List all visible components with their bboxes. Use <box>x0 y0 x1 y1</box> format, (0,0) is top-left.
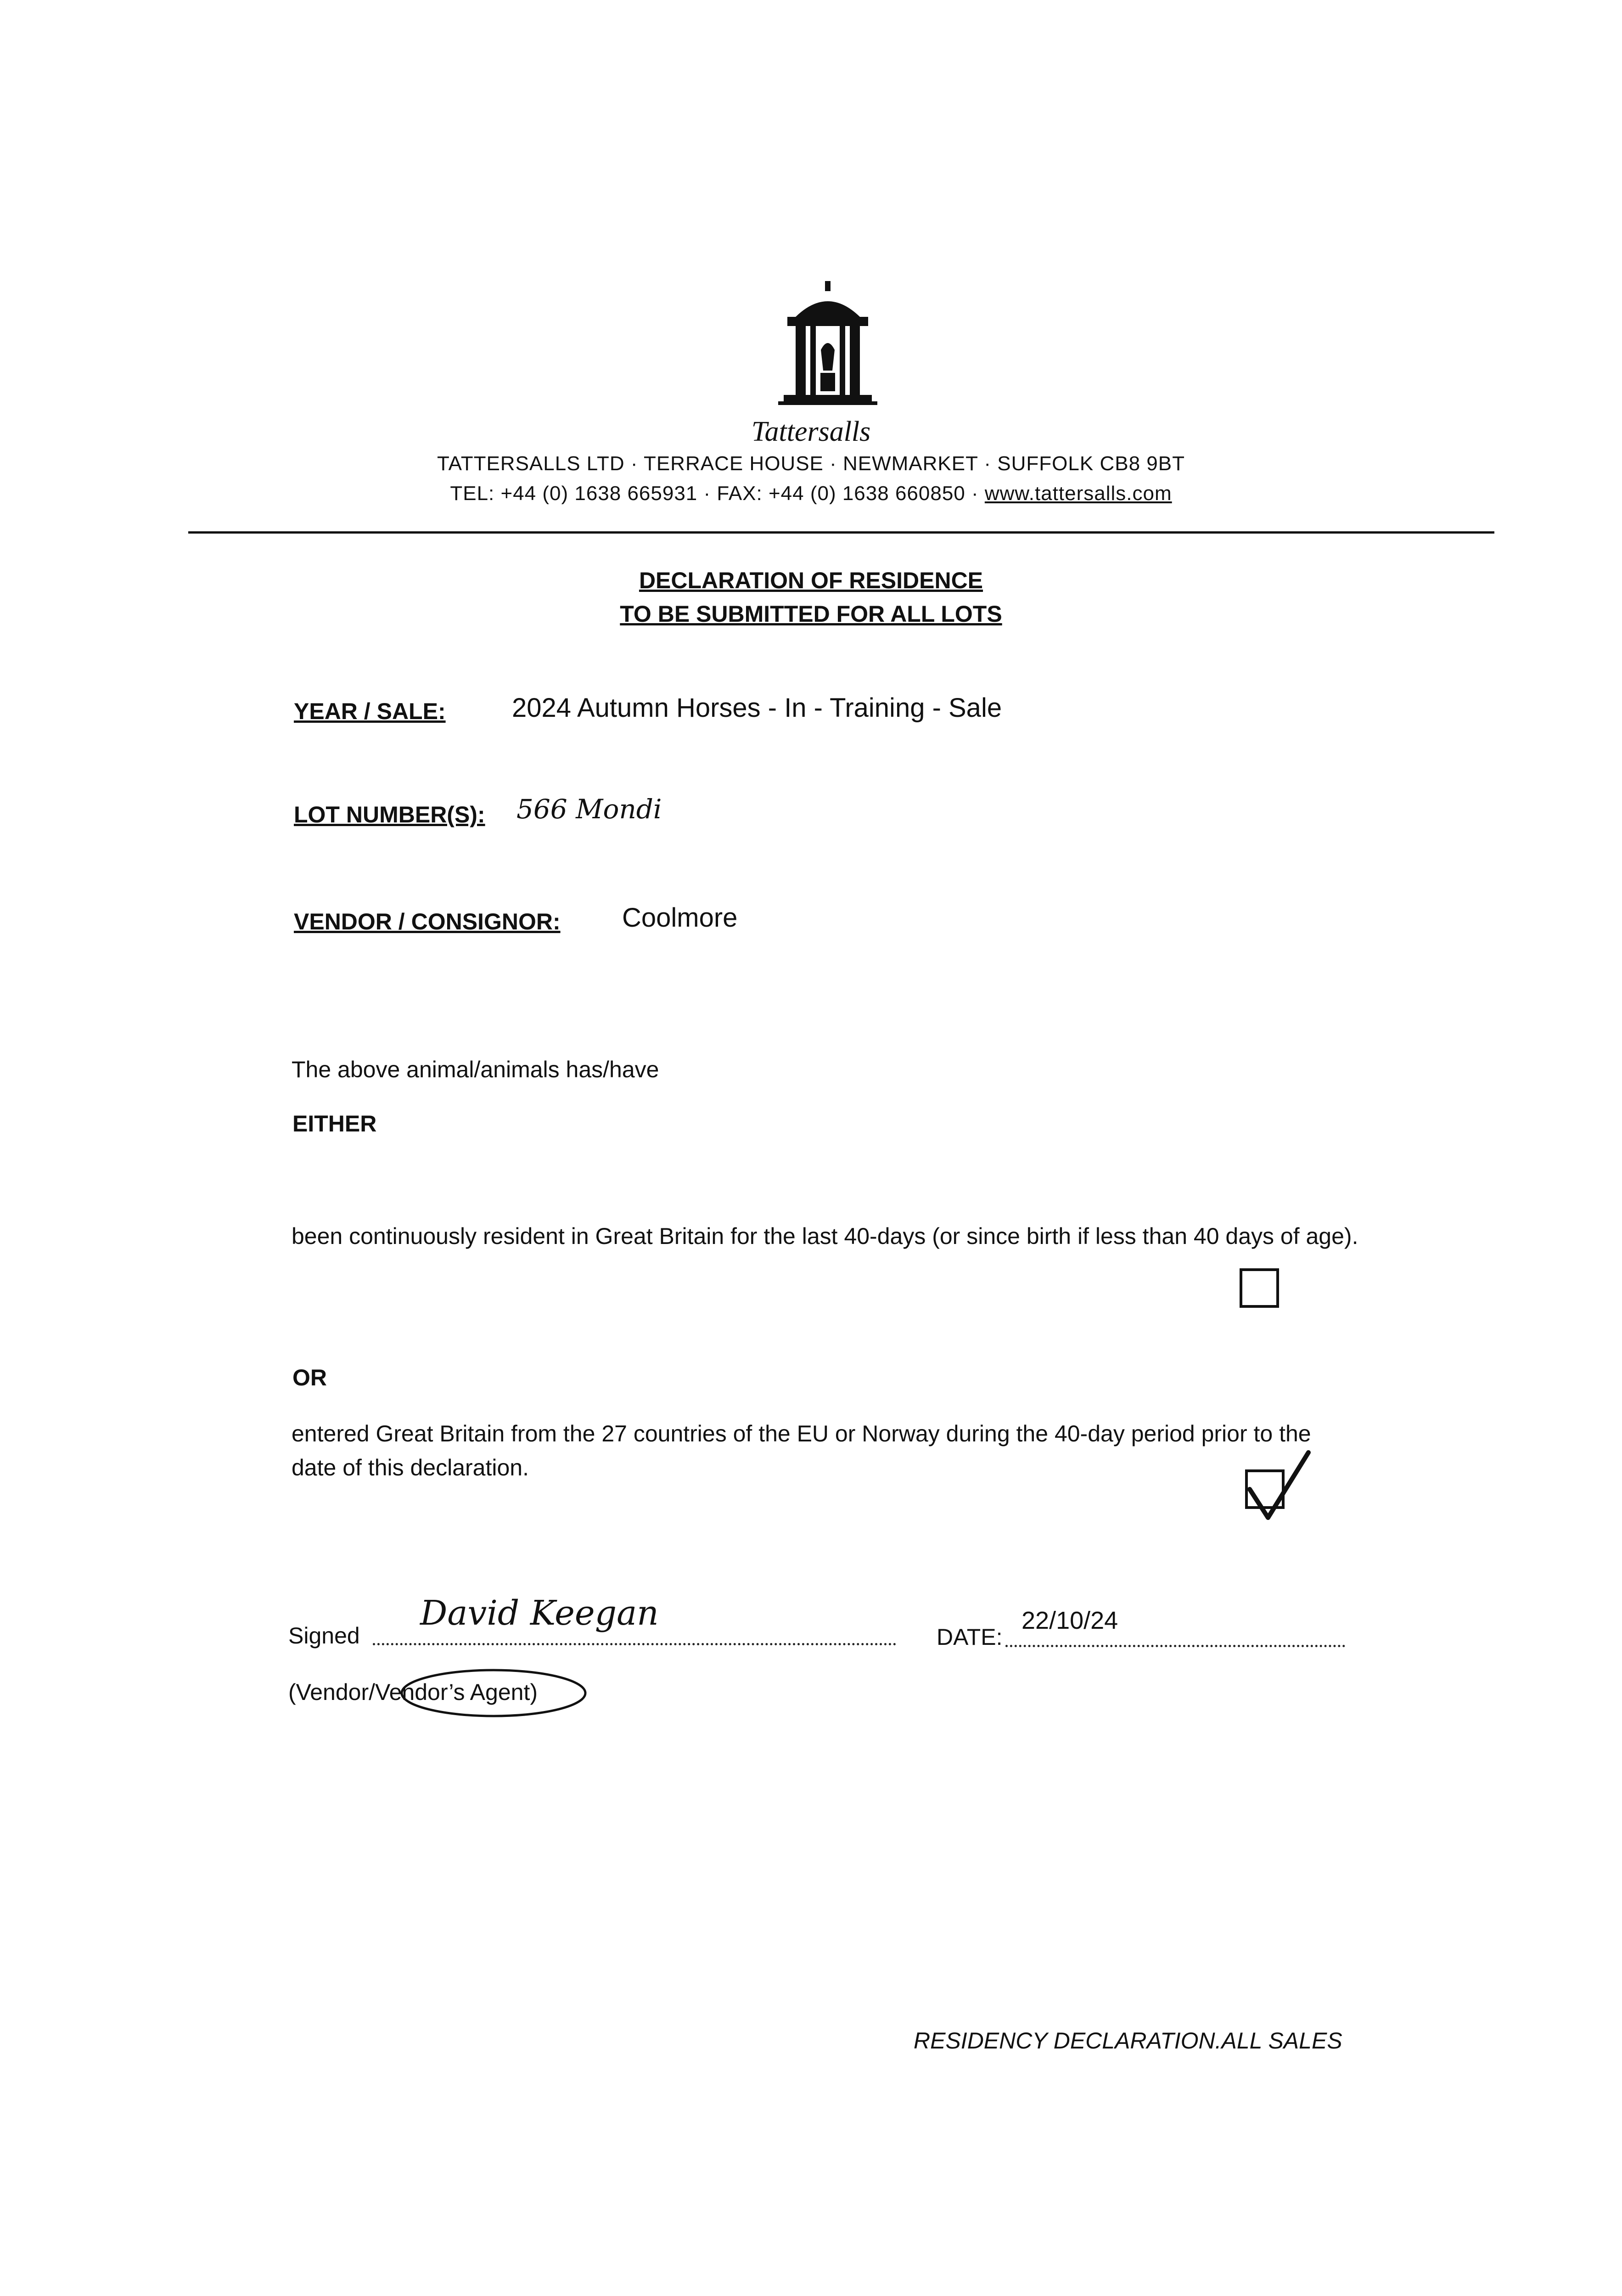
vendor-label: VENDOR / CONSIGNOR: <box>294 909 561 934</box>
lot-number-label: LOT NUMBER(S): <box>294 802 485 827</box>
role-circle-mark <box>395 1665 597 1724</box>
vendor-role-text: (Vendor/Vendor’s Agent) <box>288 1679 538 1705</box>
document-subtitle: TO BE SUBMITTED FOR ALL LOTS <box>620 601 1002 627</box>
vendor-value: Coolmore <box>622 903 738 933</box>
lot-number-value: 566 Mondi <box>516 793 662 825</box>
date-value: 22/10/24 <box>1021 1607 1118 1634</box>
contact-text: TEL: +44 (0) 1638 665931 · FAX: +44 (0) 1638 660850 · <box>450 482 985 505</box>
signed-label: Signed <box>288 1623 360 1649</box>
website-link[interactable]: www.tattersalls.com <box>984 482 1172 505</box>
header-rule <box>188 531 1494 534</box>
year-sale-value: 2024 Autumn Horses - In - Training - Sale <box>512 693 1002 723</box>
company-address: TATTERSALLS LTD · TERRACE HOUSE · NEWMARKET · SUFFOLK CB8 9BT <box>437 452 1185 475</box>
company-contact <box>0 482 1622 505</box>
option1-text: been continuously resident in Great Britain for the last 40-days (or since birth if less than 40 days of age). <box>292 1223 1358 1249</box>
footer-text: RESIDENCY DECLARATION.ALL SALES <box>914 2028 1342 2054</box>
document-title: DECLARATION OF RESIDENCE <box>639 568 983 593</box>
option1-checkbox[interactable] <box>1240 1268 1279 1308</box>
checkmark-icon <box>1240 1449 1313 1527</box>
option2-text: entered Great Britain from the 27 countries of the EU or Norway during the 40-day period prior to the date of this declaration. <box>292 1421 1311 1480</box>
signature: David Keegan <box>420 1593 659 1633</box>
tattersalls-logo <box>777 281 878 419</box>
year-sale-label: YEAR / SALE: <box>294 698 446 724</box>
brand-name: Tattersalls <box>751 416 871 447</box>
intro-text: The above animal/animals has/have <box>292 1057 659 1082</box>
date-label: DATE: <box>937 1624 1003 1650</box>
either-label: EITHER <box>292 1111 377 1137</box>
or-label: OR <box>292 1365 327 1390</box>
